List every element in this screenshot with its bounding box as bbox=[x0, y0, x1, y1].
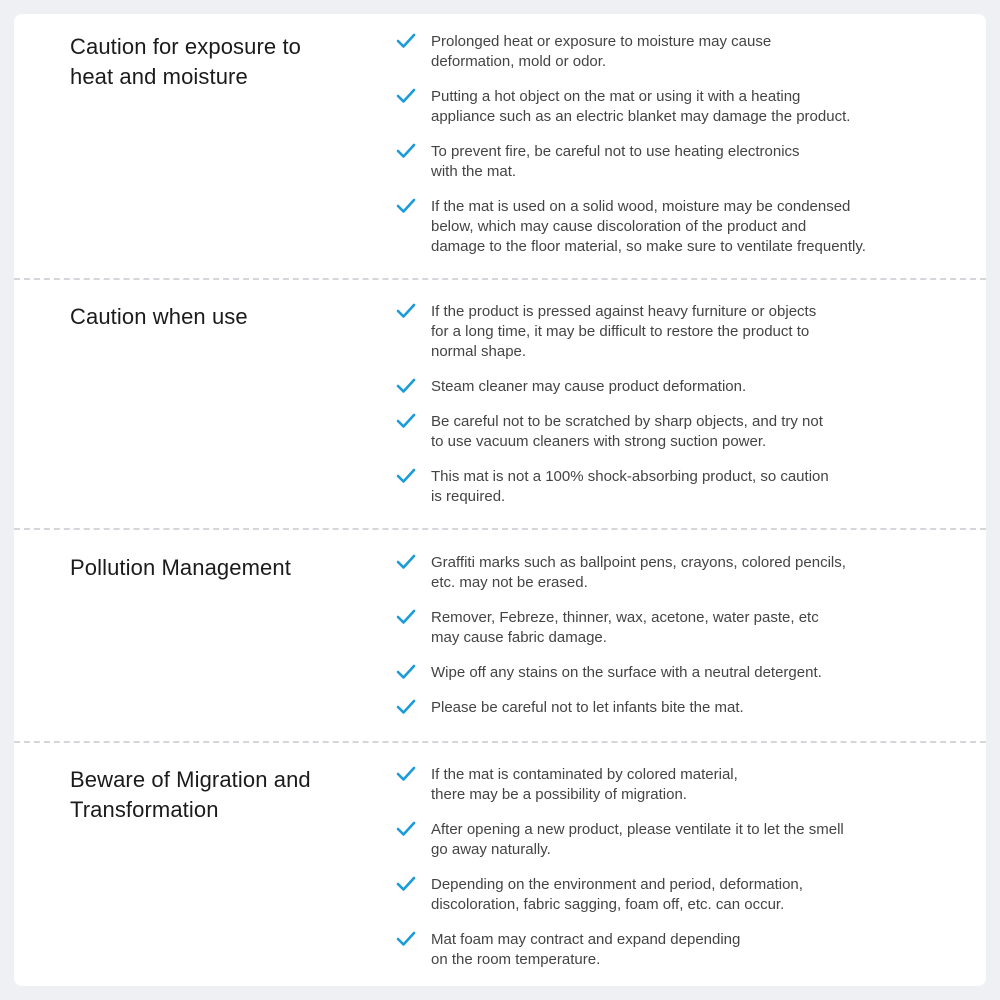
item-line: If the product is pressed against heavy furniture or objects bbox=[431, 303, 817, 320]
checkmark-icon bbox=[396, 198, 416, 214]
caution-card bbox=[14, 14, 986, 986]
item-line: with the mat. bbox=[431, 163, 517, 180]
section-divider bbox=[14, 741, 986, 743]
item-line: Be careful not to be scratched by sharp objects, and try not bbox=[431, 413, 823, 430]
item-line: damage to the floor material, so make sure to ventilate frequently. bbox=[431, 238, 866, 255]
section-title-line: Pollution Management bbox=[70, 555, 291, 580]
item-line: is required. bbox=[431, 488, 506, 505]
caution-list bbox=[396, 32, 956, 257]
item-line: Remover, Febreze, thinner, wax, acetone, water paste, etc bbox=[431, 609, 819, 626]
checkmark-icon bbox=[396, 303, 416, 319]
item-line: If the mat is used on a solid wood, moisture may be condensed bbox=[431, 198, 851, 215]
list-item bbox=[396, 698, 956, 718]
section-title-line: Transformation bbox=[70, 797, 219, 822]
list-item bbox=[396, 302, 956, 362]
checkmark-icon bbox=[396, 378, 416, 394]
checkmark-icon bbox=[396, 766, 416, 782]
item-line: etc. may not be erased. bbox=[431, 574, 588, 591]
list-item bbox=[396, 875, 956, 915]
caution-list bbox=[396, 765, 956, 970]
section-title bbox=[70, 765, 370, 825]
item-line: on the room temperature. bbox=[431, 951, 601, 968]
list-item bbox=[396, 553, 956, 593]
item-line: appliance such as an electric blanket may damage the product. bbox=[431, 108, 851, 125]
caution-list bbox=[396, 302, 956, 507]
list-item bbox=[396, 87, 956, 127]
item-line: After opening a new product, please ventilate it to let the smell bbox=[431, 821, 844, 838]
section-title-line: Caution for exposure to bbox=[70, 34, 301, 59]
item-line: go away naturally. bbox=[431, 841, 551, 858]
item-line: Graffiti marks such as ballpoint pens, crayons, colored pencils, bbox=[431, 554, 846, 571]
checkmark-icon bbox=[396, 143, 416, 159]
item-line: Please be careful not to let infants bite the mat. bbox=[431, 699, 744, 716]
list-item bbox=[396, 197, 956, 257]
checkmark-icon bbox=[396, 664, 416, 680]
list-item bbox=[396, 142, 956, 182]
item-line: Steam cleaner may cause product deformation. bbox=[431, 378, 747, 395]
list-item bbox=[396, 663, 956, 683]
item-line: normal shape. bbox=[431, 343, 527, 360]
item-line: Putting a hot object on the mat or using it with a heating bbox=[431, 88, 801, 105]
section-title-line: heat and moisture bbox=[70, 64, 248, 89]
section-title bbox=[70, 302, 370, 332]
item-line: Depending on the environment and period, deformation, bbox=[431, 876, 803, 893]
section-title-line: Caution when use bbox=[70, 304, 248, 329]
checkmark-icon bbox=[396, 609, 416, 625]
checkmark-icon bbox=[396, 876, 416, 892]
item-line: To prevent fire, be careful not to use heating electronics bbox=[431, 143, 800, 160]
section-title-line: Beware of Migration and bbox=[70, 767, 311, 792]
list-item bbox=[396, 765, 956, 805]
section-title bbox=[70, 553, 370, 583]
checkmark-icon bbox=[396, 33, 416, 49]
section-title bbox=[70, 32, 370, 92]
item-line: there may be a possibility of migration. bbox=[431, 786, 687, 803]
list-item bbox=[396, 930, 956, 970]
item-line: may cause fabric damage. bbox=[431, 629, 607, 646]
checkmark-icon bbox=[396, 699, 416, 715]
list-item bbox=[396, 412, 956, 452]
list-item bbox=[396, 820, 956, 860]
section-divider bbox=[14, 528, 986, 530]
item-line: to use vacuum cleaners with strong suction power. bbox=[431, 433, 767, 450]
item-line: Wipe off any stains on the surface with a neutral detergent. bbox=[431, 664, 822, 681]
checkmark-icon bbox=[396, 821, 416, 837]
item-line: If the mat is contaminated by colored material, bbox=[431, 766, 738, 783]
list-item bbox=[396, 608, 956, 648]
item-line: discoloration, fabric sagging, foam off, etc. can occur. bbox=[431, 896, 785, 913]
checkmark-icon bbox=[396, 554, 416, 570]
list-item bbox=[396, 377, 956, 397]
list-item bbox=[396, 32, 956, 72]
list-item bbox=[396, 467, 956, 507]
item-line: Mat foam may contract and expand depending bbox=[431, 931, 741, 948]
checkmark-icon bbox=[396, 413, 416, 429]
checkmark-icon bbox=[396, 468, 416, 484]
section-divider bbox=[14, 278, 986, 280]
checkmark-icon bbox=[396, 88, 416, 104]
caution-list bbox=[396, 553, 956, 718]
item-line: deformation, mold or odor. bbox=[431, 53, 607, 70]
item-line: below, which may cause discoloration of the product and bbox=[431, 218, 807, 235]
item-line: This mat is not a 100% shock-absorbing product, so caution bbox=[431, 468, 829, 485]
checkmark-icon bbox=[396, 931, 416, 947]
item-line: Prolonged heat or exposure to moisture may cause bbox=[431, 33, 772, 50]
item-line: for a long time, it may be difficult to restore the product to bbox=[431, 323, 810, 340]
